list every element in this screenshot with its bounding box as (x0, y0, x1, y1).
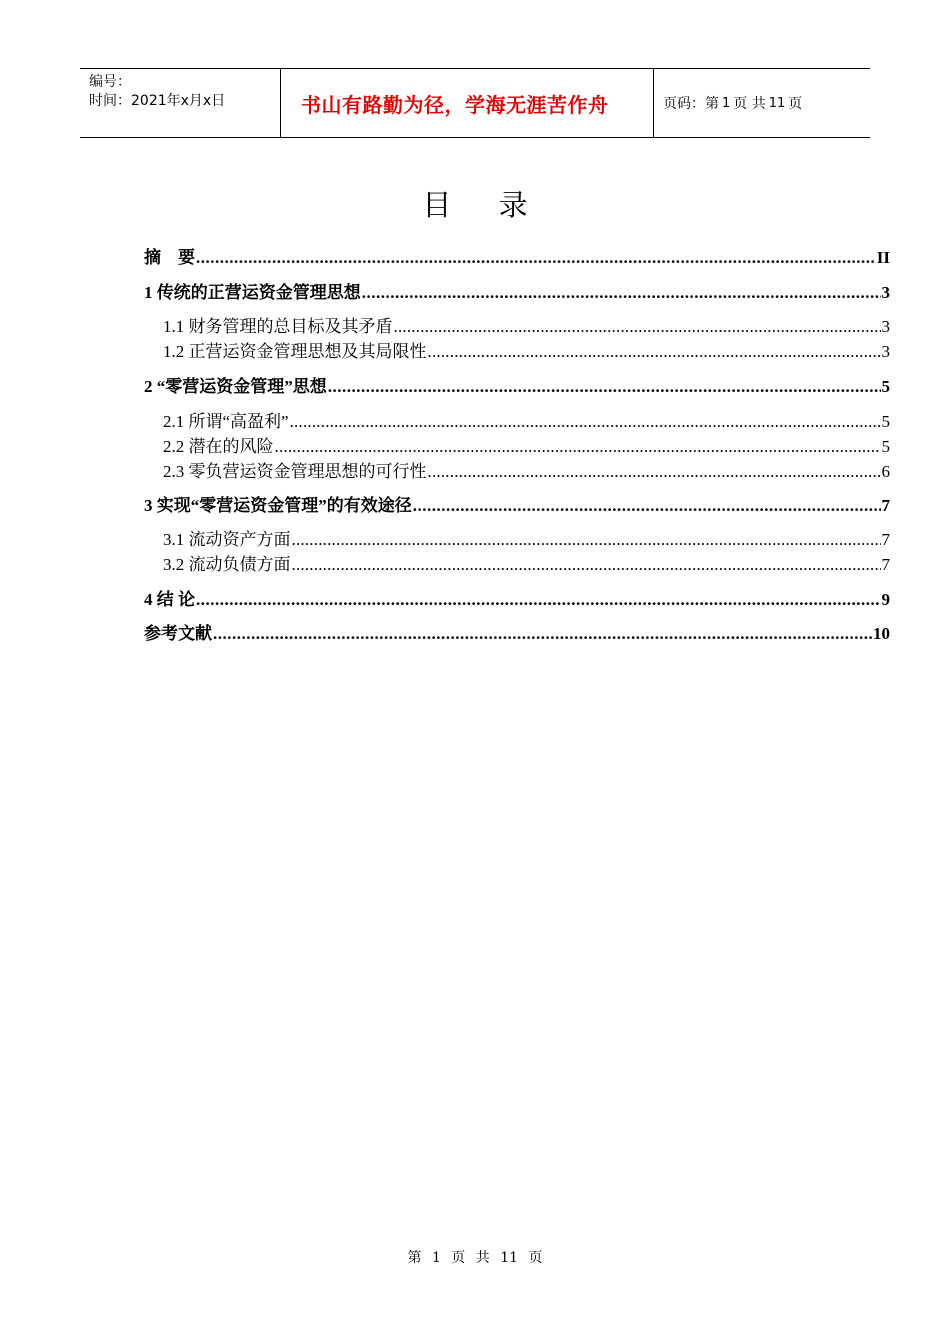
toc-entry[interactable] (144, 410, 890, 434)
toc-entry-label: 参考文献 (144, 624, 212, 643)
toc-entry-page: 10 (873, 624, 890, 643)
page-mid: 页 共 (733, 96, 766, 112)
toc-entry-page: 5 (881, 377, 890, 396)
toc-entry[interactable] (144, 528, 890, 552)
toc-entry-label: 3 实现“零营运资金管理”的有效途径 (144, 496, 412, 515)
toc-entry-page: 7 (881, 555, 890, 574)
toc-leader-dots (275, 435, 881, 459)
toc-leader-dots (213, 622, 872, 646)
toc-leader-dots (362, 281, 881, 305)
toc-entry-page: 7 (881, 530, 890, 549)
toc-entry[interactable] (144, 494, 890, 518)
toc-leader-dots (428, 340, 881, 364)
header-motto: 书山有路勤为径，学海无涯苦作舟 (281, 69, 654, 137)
toc-entry-label: 3.1 流动资产方面 (163, 530, 291, 549)
page-prefix: 页码：第 (663, 96, 719, 112)
page-suffix: 页 (788, 96, 803, 112)
document-number-label: 编号： (89, 74, 131, 90)
toc-entry[interactable] (144, 553, 890, 577)
toc-entry-page: 3 (881, 342, 890, 361)
toc-leader-dots (328, 375, 881, 399)
toc-leader-dots (292, 528, 881, 552)
toc-entry-page: 5 (881, 437, 890, 456)
toc-entry-page: 9 (881, 590, 890, 609)
toc-entry-page: 7 (881, 496, 890, 515)
toc-leader-dots (290, 410, 881, 434)
toc-leader-dots (413, 494, 881, 518)
toc-entry-label: 1.2 正营运资金管理思想及其局限性 (163, 342, 427, 361)
toc-entry-label: 2.2 潜在的风险 (163, 437, 274, 456)
page-current: 1 (722, 95, 731, 111)
toc-entry-page: 5 (881, 412, 890, 431)
toc-entry[interactable] (144, 340, 890, 364)
toc-entry-label: 2.3 零负营运资金管理思想的可行性 (163, 462, 427, 481)
page-total: 11 (768, 95, 786, 111)
toc-entry-page: II (876, 248, 890, 267)
toc-entry[interactable] (144, 622, 890, 646)
toc-leader-dots (196, 246, 876, 270)
toc-entry-label: 4 结 论 (144, 590, 195, 609)
toc-entry-label: 摘 要 (144, 248, 195, 267)
toc-entry[interactable] (144, 588, 890, 612)
toc-title: 目 录 (422, 188, 528, 222)
toc-entry-label: 1.1 财务管理的总目标及其矛盾 (163, 317, 393, 336)
toc-entry-label: 2 “零营运资金管理”思想 (144, 377, 327, 396)
toc-entry-label: 1 传统的正营运资金管理思想 (144, 283, 361, 302)
page-header (80, 68, 870, 138)
toc-entry[interactable] (144, 246, 890, 270)
toc-leader-dots (394, 315, 881, 339)
toc-entry[interactable] (144, 375, 890, 399)
page-footer: 第 1 页 共 11 页 (407, 1250, 543, 1266)
toc-entry-page: 3 (881, 317, 890, 336)
toc-entry-label: 2.1 所谓“高盈利” (163, 412, 289, 431)
toc-entry[interactable] (144, 435, 890, 459)
toc-leader-dots (292, 553, 881, 577)
toc-entry-page: 6 (881, 462, 890, 481)
document-date: 时间：2021年x月x日 (89, 93, 226, 109)
header-meta (80, 69, 281, 137)
toc-entry-label: 3.2 流动负债方面 (163, 555, 291, 574)
toc-entry[interactable] (144, 281, 890, 305)
toc-entry[interactable] (144, 460, 890, 484)
header-page-info (654, 69, 870, 137)
toc-leader-dots (196, 588, 881, 612)
toc-entry[interactable] (144, 315, 890, 339)
toc-entry-page: 3 (881, 283, 890, 302)
toc-leader-dots (428, 460, 881, 484)
